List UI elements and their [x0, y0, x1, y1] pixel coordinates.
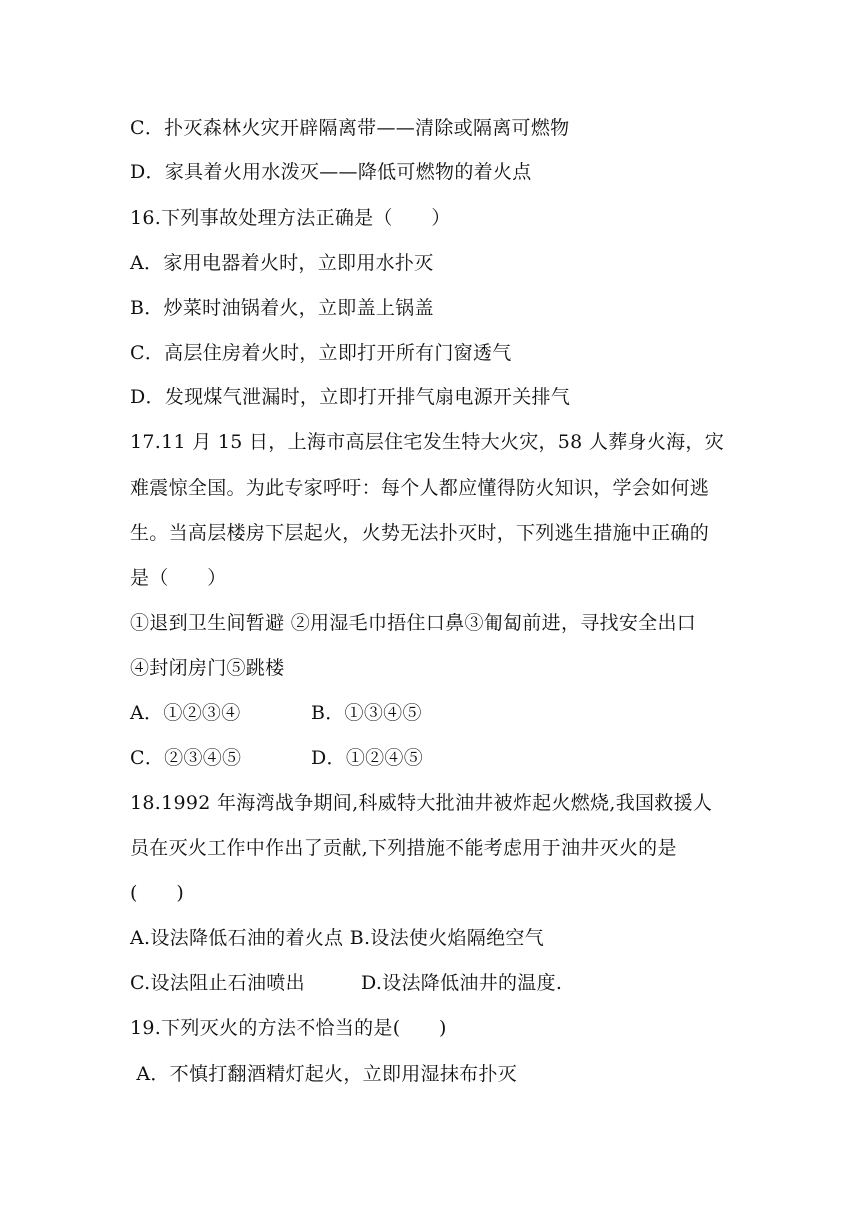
q18-question-line2: 员在灭火工作中作出了贡献,下列措施不能考虑用于油井灭火的是	[130, 837, 677, 859]
q17-choices-line2: ④封闭房门⑤跳楼	[130, 657, 285, 679]
q17-question-line3: 生。当高层楼房下层起火，火势无法扑灭时，下列逃生措施中正确的	[130, 522, 710, 544]
q17-question-line4: 是（ ）	[130, 567, 227, 589]
q17-question-line2: 难震惊全国。为此专家呼吁：每个人都应懂得防火知识，学会如何逃	[130, 477, 710, 499]
q17-question-line1: 17.11 月 15 日，上海市高层住宅发生特大火灾，58 人葬身火海，灾	[130, 431, 725, 453]
q17-option-b: B．①③④⑤	[311, 702, 422, 724]
q15-option-c: C．扑灭森林火灾开辟隔离带——清除或隔离可燃物	[130, 117, 570, 139]
q18-option-c: C.设法阻止石油喷出	[130, 972, 305, 994]
q19-option-a: A．不慎打翻酒精灯起火，立即用湿抹布扑灭	[130, 1063, 518, 1085]
q17-option-c: C．②③④⑤	[130, 747, 242, 769]
q16-option-a: A．家用电器着火时，立即用水扑灭	[130, 252, 434, 274]
q17-option-a: A．①②③④	[130, 702, 241, 724]
q16-option-b: B．炒菜时油锅着火，立即盖上锅盖	[130, 297, 434, 319]
q18-options-ab: A.设法降低石油的着火点 B.设法使火焰隔绝空气	[130, 927, 545, 949]
q18-question-line3: ( )	[130, 882, 185, 904]
q18-option-d: D.设法降低油井的温度.	[361, 972, 563, 994]
q18-question-line1: 18.1992 年海湾战争期间,科威特大批油井被炸起火燃烧,我国救援人	[130, 792, 713, 814]
q15-option-d: D．家具着火用水泼灭——降低可燃物的着火点	[130, 161, 532, 183]
q19-question: 19.下列灭火的方法不恰当的是( )	[130, 1017, 447, 1039]
q17-option-d: D．①②④⑤	[311, 747, 424, 769]
q16-option-d: D．发现煤气泄漏时，立即打开排气扇电源开关排气	[130, 386, 571, 408]
q16-question: 16.下列事故处理方法正确是（ ）	[130, 207, 451, 229]
q16-option-c: C．高层住房着火时，立即打开所有门窗透气	[130, 342, 512, 364]
q17-choices-line1: ①退到卫生间暂避 ②用湿毛巾捂住口鼻③匍匐前进，寻找安全出口	[130, 612, 697, 634]
